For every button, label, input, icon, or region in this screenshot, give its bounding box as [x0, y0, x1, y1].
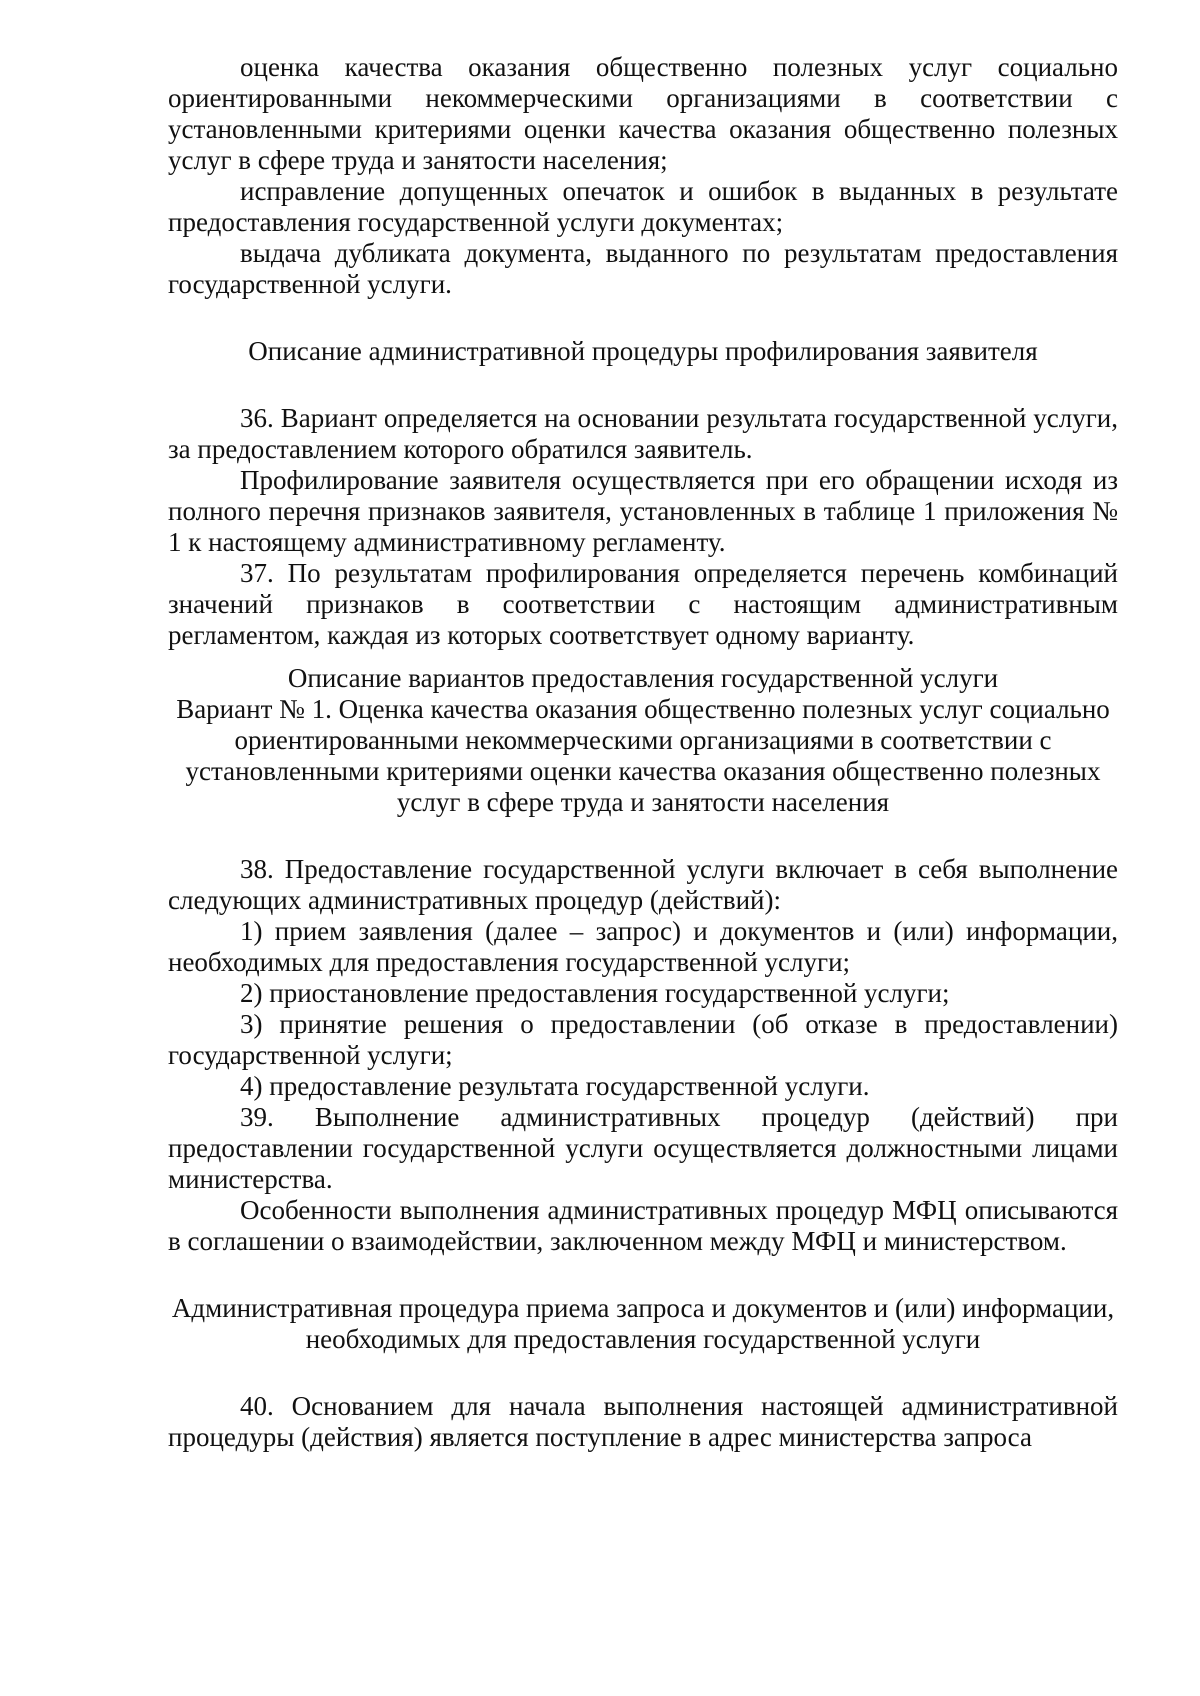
paragraph-profiling: Профилирование заявителя осуществляется при его обращении исходя из полного перечня признаков заявителя, установленных в таблице 1 приложения № 1 к настоящему административному регламенту.	[168, 465, 1118, 557]
document-page	[168, 52, 1118, 1453]
heading-variants: Описание вариантов предоставления государственной услуги	[287, 663, 999, 693]
heading-request-procedure: Административная процедура приема запроса и документов и (или) информации, необходимых для предоставления государственной услуги	[171, 1293, 1115, 1354]
spacer	[168, 367, 1118, 403]
paragraph-38: 38. Предоставление государственной услуги включает в себя выполнение следующих административных процедур (действий):	[168, 854, 1118, 915]
paragraph-mfc-features: Особенности выполнения административных процедур МФЦ описываются в соглашении о взаимодействии, заключенном между МФЦ и министерством.	[168, 1195, 1118, 1256]
paragraph-36: 36. Вариант определяется на основании результата государственной услуги, за предоставлением которого обратился заявитель.	[168, 403, 1118, 464]
spacer	[168, 818, 1118, 854]
list-item-2: 2) приостановление предоставления государственной услуги;	[240, 978, 950, 1008]
spacer	[168, 1257, 1118, 1293]
list-item-1: 1) прием заявления (далее – запрос) и документов и (или) информации, необходимых для предоставления государственной услуги;	[168, 916, 1118, 977]
list-item-4: 4) предоставление результата государственной услуги.	[240, 1071, 870, 1101]
paragraph-40: 40. Основанием для начала выполнения настоящей административной процедуры (действия) является поступление в адрес министерства запроса	[168, 1391, 1118, 1452]
paragraph-quality-assessment: оценка качества оказания общественно полезных услуг социально ориентированными некоммерческими организациями в соответствии с установленными критериями оценки качества оказания общественно полезных услуг в сфере труда и занятости населения;	[168, 52, 1118, 175]
heading-variant-1: Вариант № 1. Оценка качества оказания общественно полезных услуг социально ориентированными некоммерческими организациями в соответствии с установленными критериями оценки качества оказания общественно полезных услуг в сфере труда и занятости населения	[176, 694, 1110, 817]
paragraph-typo-correction: исправление допущенных опечаток и ошибок в выданных в результате предоставления государственной услуги документах;	[168, 176, 1118, 237]
spacer	[168, 300, 1118, 336]
spacer	[168, 651, 1118, 663]
paragraph-39: 39. Выполнение административных процедур (действий) при предоставлении государственной услуги осуществляется должностными лицами министерства.	[168, 1102, 1118, 1194]
heading-profiling-procedure: Описание административной процедуры профилирования заявителя	[248, 336, 1038, 366]
paragraph-37: 37. По результатам профилирования определяется перечень комбинаций значений признаков в соответствии с настоящим административным регламентом, каждая из которых соответствует одному варианту.	[168, 558, 1118, 650]
spacer	[168, 1355, 1118, 1391]
paragraph-duplicate-issue: выдача дубликата документа, выданного по результатам предоставления государственной услуги.	[168, 238, 1118, 299]
list-item-3: 3) принятие решения о предоставлении (об отказе в предоставлении) государственной услуги;	[168, 1009, 1118, 1070]
